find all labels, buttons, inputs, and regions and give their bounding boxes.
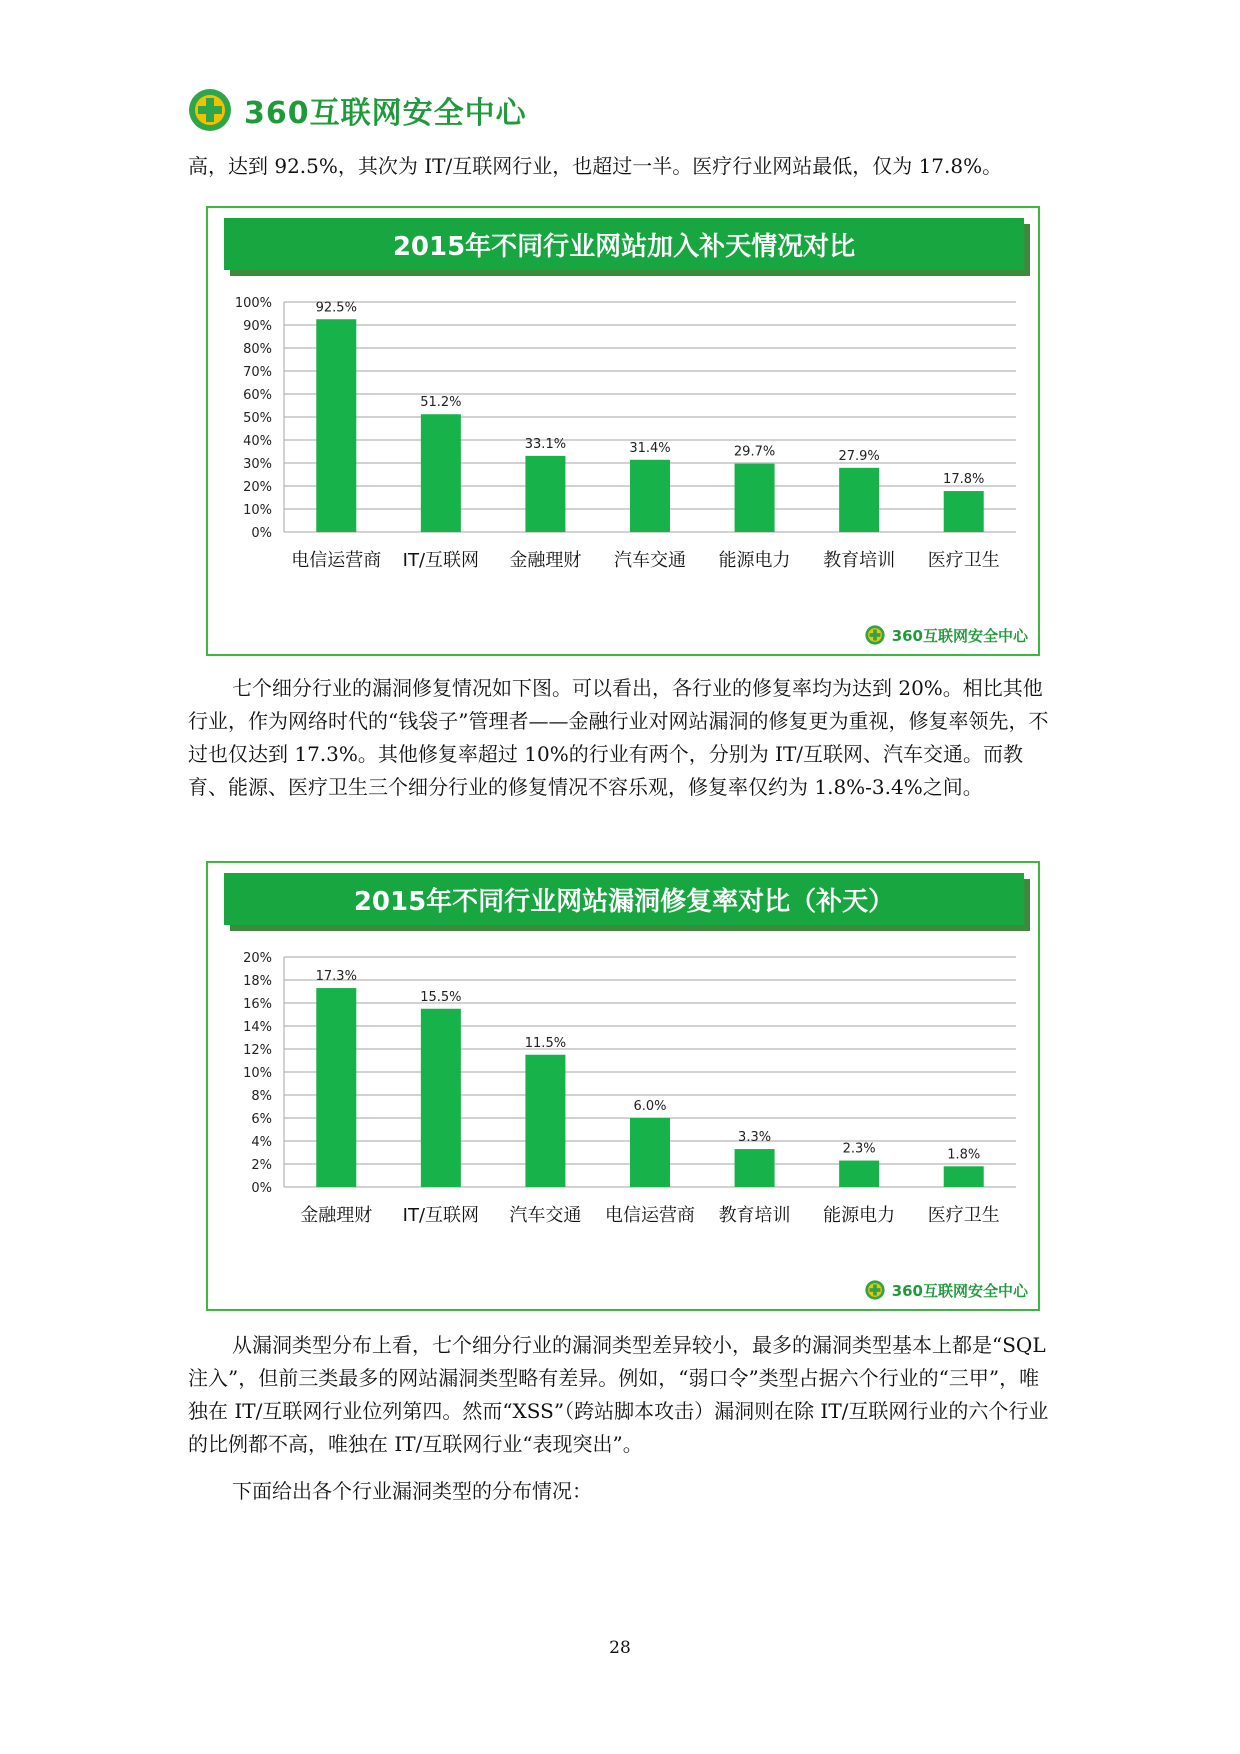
bar bbox=[421, 414, 461, 532]
page-number: 28 bbox=[609, 1638, 631, 1658]
bar bbox=[525, 1055, 565, 1187]
paragraph-2: 七个细分行业的漏洞修复情况如下图。可以看出，各行业的修复率均为达到 20%。相比其他行业，作为网络时代的“钱袋子”管理者——金融行业对网站漏洞的修复更为重视，修复率领先，不过也仅达到 17.3%。其他修复率超过 10%的行业有两个，分别为 IT/互联网、汽车交通。而教育、能源、医疗卫生三个细分行业的修复情况不容乐观，修复率仅约为 1.8%-3.4%之间。 bbox=[188, 676, 1049, 799]
chart-2 bbox=[208, 863, 1038, 1309]
y-tick-label: 2% bbox=[251, 1158, 272, 1173]
brand-emblem-icon bbox=[864, 624, 886, 646]
data-label: 33.1% bbox=[524, 436, 567, 452]
x-tick-label: 能源电力 bbox=[718, 550, 791, 571]
data-label: 17.3% bbox=[315, 969, 357, 985]
x-tick-label: 汽车交通 bbox=[614, 550, 686, 571]
y-tick-label: 10% bbox=[243, 1066, 272, 1081]
brand-emblem-icon bbox=[186, 86, 234, 134]
bar bbox=[421, 1009, 461, 1187]
x-tick-label: 教育培训 bbox=[823, 550, 896, 571]
y-tick-label: 14% bbox=[243, 1020, 272, 1035]
paragraph-4: 下面给出各个行业漏洞类型的分布情况： bbox=[232, 1479, 592, 1503]
chart-1 bbox=[208, 208, 1038, 654]
y-tick-label: 70% bbox=[243, 365, 272, 380]
chart-2-watermark bbox=[864, 1279, 1028, 1301]
bar bbox=[630, 1118, 670, 1187]
bar bbox=[316, 319, 356, 532]
y-tick-label: 100% bbox=[234, 296, 272, 311]
y-tick-label: 80% bbox=[243, 342, 272, 357]
y-tick-label: 18% bbox=[243, 974, 272, 989]
figure-1 bbox=[206, 206, 1040, 656]
chart-1-watermark-text: 360互联网安全中心 bbox=[891, 626, 1028, 645]
x-tick-label: 医疗卫生 bbox=[927, 1205, 1000, 1226]
chart-2-title: 2015年不同行业网站漏洞修复率对比（补天） bbox=[353, 886, 895, 917]
y-tick-label: 20% bbox=[243, 480, 272, 495]
y-tick-label: 4% bbox=[251, 1135, 272, 1150]
data-label: 27.9% bbox=[838, 448, 880, 464]
data-label: 11.5% bbox=[524, 1035, 567, 1051]
y-tick-label: 0% bbox=[251, 1181, 272, 1196]
x-tick-label: 能源电力 bbox=[823, 1205, 896, 1226]
bar bbox=[839, 1161, 879, 1187]
x-tick-label: 金融理财 bbox=[300, 1205, 373, 1226]
x-tick-label: 电信运营商 bbox=[605, 1205, 695, 1226]
data-label: 29.7% bbox=[733, 444, 776, 460]
bar bbox=[316, 988, 356, 1187]
bar bbox=[735, 464, 775, 532]
chart-1-watermark bbox=[864, 624, 1028, 646]
data-label: 6.0% bbox=[633, 1099, 667, 1114]
y-tick-label: 40% bbox=[243, 434, 272, 449]
bar bbox=[630, 460, 670, 532]
data-label: 2.3% bbox=[842, 1141, 876, 1157]
data-label: 1.8% bbox=[947, 1147, 981, 1163]
header-logo bbox=[186, 86, 527, 134]
y-tick-label: 30% bbox=[243, 457, 272, 472]
data-label: 3.3% bbox=[738, 1130, 772, 1146]
data-label: 92.5% bbox=[315, 300, 357, 316]
brand-name: 360互联网安全中心 bbox=[244, 96, 527, 131]
data-label: 31.4% bbox=[629, 440, 671, 456]
y-tick-label: 16% bbox=[243, 997, 272, 1012]
y-tick-label: 90% bbox=[243, 319, 272, 334]
y-tick-label: 0% bbox=[251, 526, 272, 541]
data-label: 15.5% bbox=[420, 989, 462, 1005]
x-tick-label: 金融理财 bbox=[509, 550, 582, 571]
chart-2-watermark-text: 360互联网安全中心 bbox=[891, 1281, 1028, 1300]
y-tick-label: 10% bbox=[243, 503, 272, 518]
data-label: 17.8% bbox=[943, 472, 985, 488]
x-tick-label: 医疗卫生 bbox=[927, 550, 1000, 571]
y-tick-label: 60% bbox=[243, 388, 272, 403]
data-label: 51.2% bbox=[420, 395, 462, 411]
y-tick-label: 50% bbox=[243, 411, 272, 426]
chart-1-title: 2015年不同行业网站加入补天情况对比 bbox=[392, 231, 856, 262]
y-tick-label: 6% bbox=[251, 1112, 272, 1127]
x-tick-label: 电信运营商 bbox=[291, 550, 382, 571]
paragraph-3: 从漏洞类型分布上看，七个细分行业的漏洞类型差异较小，最多的漏洞类型基本上都是“SQL 注入”，但前三类最多的网站漏洞类型略有差异。例如，“弱口令”类型占据六个行业的“三甲”，唯独在 IT/互联网行业位列第四。然而“XSS”（跨站脚本攻击）漏洞则在除 IT/互联网行业的六个行业的比例都不高，唯独在 IT/互联网行业“表现突出”。 bbox=[188, 1333, 1049, 1456]
x-tick-label: 教育培训 bbox=[718, 1205, 791, 1226]
y-tick-label: 8% bbox=[251, 1089, 272, 1104]
y-tick-label: 12% bbox=[243, 1043, 272, 1058]
x-tick-label: IT/互联网 bbox=[402, 550, 480, 571]
bar bbox=[839, 468, 879, 532]
x-tick-label: IT/互联网 bbox=[402, 1205, 480, 1226]
y-tick-label: 20% bbox=[243, 951, 272, 966]
paragraph-1: 高，达到 92.5%，其次为 IT/互联网行业，也超过一半。医疗行业网站最低，仅为 17.8%。 bbox=[188, 154, 1003, 178]
bar bbox=[944, 1166, 984, 1187]
bar bbox=[735, 1149, 775, 1187]
brand-emblem-icon bbox=[864, 1279, 886, 1301]
x-tick-label: 汽车交通 bbox=[509, 1205, 582, 1226]
figure-2 bbox=[206, 861, 1040, 1311]
bar bbox=[944, 491, 984, 532]
bar bbox=[525, 456, 565, 532]
